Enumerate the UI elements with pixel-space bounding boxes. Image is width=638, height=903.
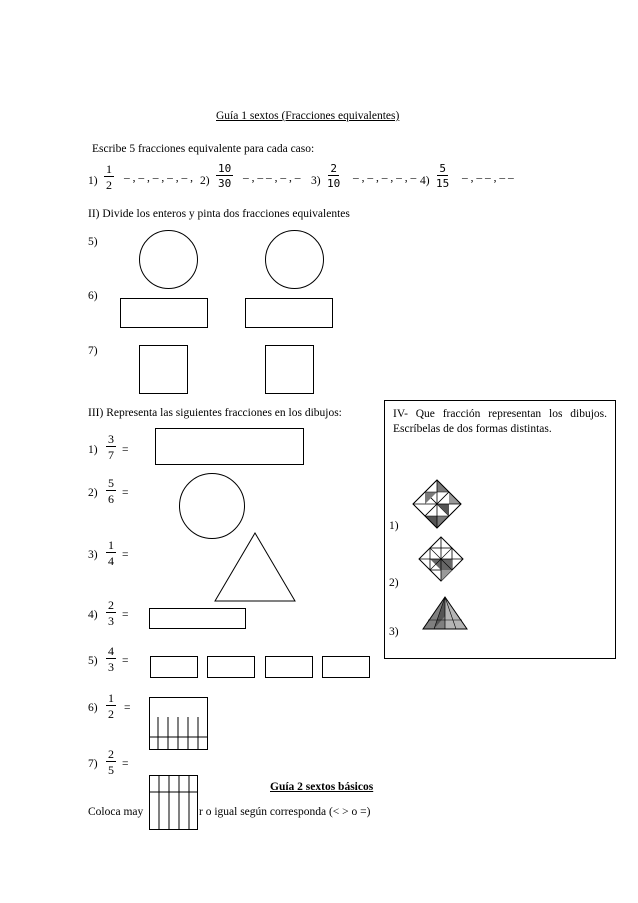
p3-label-2: 2) — [88, 487, 98, 499]
p3-num-1: 3 — [108, 432, 114, 446]
p3-label-6: 6) — [88, 702, 98, 714]
p3-den-3: 4 — [108, 554, 114, 568]
rectangle-4-3-a — [150, 656, 198, 678]
page-title: Guía 1 sextos (Fracciones equivalentes) — [216, 110, 400, 122]
square-whole-2 — [265, 345, 314, 394]
p1-fraction-3 — [327, 163, 340, 189]
p3-num-3: 1 — [108, 538, 114, 552]
p3-eq-1: = — [122, 444, 129, 456]
p3-eq-7: = — [122, 758, 129, 770]
grid-2-5-outline — [150, 776, 198, 830]
p3-num-2: 5 — [108, 476, 114, 490]
rectangle-2-3 — [149, 608, 246, 629]
p1-den-3: 10 — [327, 177, 341, 190]
p3-den-4: 3 — [108, 614, 114, 628]
circle-whole-1 — [139, 230, 198, 289]
rectangle-4-3-c — [265, 656, 313, 678]
p1-blanks-1: – , – , – , – , – , — [124, 172, 193, 184]
p3-den-2: 6 — [108, 492, 114, 506]
p1-blanks-2: – , – – , – , – — [243, 172, 301, 184]
p1-den-4: 15 — [436, 177, 450, 190]
rectangle-3-7 — [155, 428, 304, 465]
p3-eq-6: = — [124, 702, 131, 714]
p3-den-7: 5 — [108, 763, 114, 777]
p3-label-7: 7) — [88, 758, 98, 770]
p3-num-5: 4 — [108, 644, 114, 658]
p4-label-3: 3) — [389, 626, 399, 638]
p3-fraction-2 — [106, 477, 116, 505]
triangle-figure-3 — [422, 596, 468, 630]
p4-label-2: 2) — [389, 577, 399, 589]
p3-den-6: 2 — [108, 707, 114, 721]
part3-heading: III) Representa las siguientes fracciones en los dibujos: — [88, 407, 342, 419]
p3-den-1: 7 — [108, 448, 114, 462]
p3-eq-2: = — [122, 487, 129, 499]
p3-eq-3: = — [122, 549, 129, 561]
p1-blanks-4: – , – – , – – — [462, 172, 514, 184]
circle-5-6 — [179, 473, 245, 539]
part4-text: IV- Que fracción representan los dibujos. Escríbelas de dos formas distintas. — [393, 408, 607, 435]
diamond-figure-1 — [412, 479, 462, 529]
p1-label-4: 4) — [420, 175, 430, 187]
p1-num-3: 2 — [330, 162, 337, 175]
p1-label-3: 3) — [311, 175, 321, 187]
intro-instruction: Escribe 5 fracciones equivalente para cada caso: — [92, 143, 315, 155]
square-whole-1 — [139, 345, 188, 394]
p3-fraction-7 — [106, 748, 116, 776]
p3-num-6: 1 — [108, 691, 114, 705]
p3-eq-5: = — [122, 655, 129, 667]
part4-box — [384, 400, 616, 659]
diamond-figure-2 — [418, 536, 464, 582]
p3-den-5: 3 — [108, 660, 114, 674]
p1-blanks-3: – , – , – , – , – — [353, 172, 417, 184]
triangle-1-4 — [214, 532, 296, 602]
p3-label-4: 4) — [88, 609, 98, 621]
p1-label-1: 1) — [88, 175, 98, 187]
p3-label-5: 5) — [88, 655, 98, 667]
rectangle-4-3-b — [207, 656, 255, 678]
rectangle-whole-2 — [245, 298, 333, 328]
p3-num-4: 2 — [108, 598, 114, 612]
part2-heading: II) Divide los enteros y pinta dos fracciones equivalentes — [88, 208, 350, 220]
p1-num-1: 1 — [106, 162, 112, 176]
p1-fraction-2 — [216, 163, 233, 189]
circle-whole-2 — [265, 230, 324, 289]
p1-label-2: 2) — [200, 175, 210, 187]
p1-fraction-4 — [436, 163, 449, 189]
grid-2-5 — [149, 775, 199, 831]
p3-label-3: 3) — [88, 549, 98, 561]
rectangle-whole-1 — [120, 298, 208, 328]
guide2-instruction-left: Coloca may — [88, 806, 144, 818]
p1-num-4: 5 — [439, 162, 446, 175]
p3-label-1: 1) — [88, 444, 98, 456]
p4-label-1: 1) — [389, 520, 399, 532]
p3-fraction-5 — [106, 645, 116, 673]
p3-fraction-1 — [106, 433, 116, 461]
p2-label-5: 5) — [88, 236, 98, 248]
p1-fraction-1 — [104, 163, 114, 191]
p2-label-6: 6) — [88, 290, 98, 302]
rectangle-4-3-d — [322, 656, 370, 678]
p1-num-2: 10 — [218, 162, 232, 175]
guide2-instruction-right: r o igual según corresponda (< > o =) — [199, 806, 371, 818]
grid-1-2 — [149, 697, 209, 751]
p3-fraction-6 — [106, 692, 116, 720]
p3-fraction-3 — [106, 539, 116, 567]
p3-eq-4: = — [122, 609, 129, 621]
p3-fraction-4 — [106, 599, 116, 627]
triangle-shape — [215, 533, 295, 601]
guide2-title: Guía 2 sextos básicos — [270, 781, 374, 793]
p1-den-2: 30 — [218, 177, 232, 190]
p1-den-1: 2 — [106, 178, 112, 192]
p3-num-7: 2 — [108, 747, 114, 761]
p2-label-7: 7) — [88, 345, 98, 357]
